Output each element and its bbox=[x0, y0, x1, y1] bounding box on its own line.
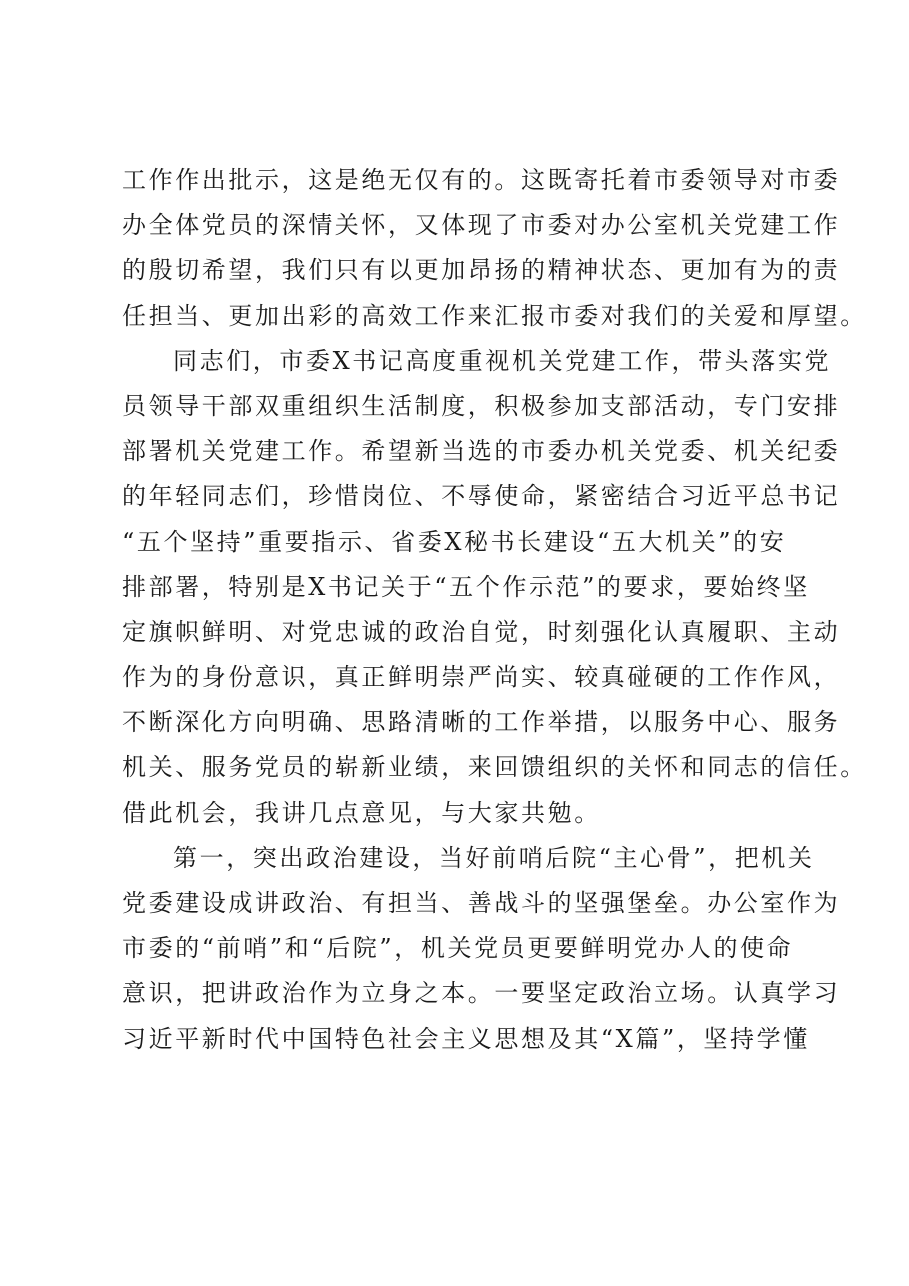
text-line: 工作作出批示，这是绝无仅有的。这既寄托着市委领导对市委 bbox=[122, 166, 841, 194]
text-line: 意识，把讲政治作为立身之本。一要坚定政治立场。认真学习 bbox=[122, 979, 841, 1008]
text-line: 习近平新时代中国特色社会主义思想及其“X篇”，坚持学懂 bbox=[122, 1024, 810, 1053]
text-line: 定旗帜鲜明、对党忠诚的政治自觉，时刻强化认真履职、主动 bbox=[122, 617, 841, 646]
text-line: 作为的身份意识，真正鲜明崇严尚实、较真碰硬的工作作风， bbox=[122, 663, 841, 692]
text-line: 机关、服务党员的崭新业绩，来回馈组织的关怀和同志的信任。 bbox=[122, 753, 867, 782]
text-line: 同志们，市委X书记高度重视机关党建工作，带头落实党 bbox=[173, 346, 832, 375]
text-line: 排部署，特别是X书记关于“五个作示范”的要求，要始终坚 bbox=[122, 572, 810, 601]
text-line: 党委建设成讲政治、有担当、善战斗的坚强堡垒。办公室作为 bbox=[122, 889, 841, 917]
text-line: 部署机关党建工作。希望新当选的市委办机关党委、机关纪委 bbox=[122, 437, 841, 466]
document-body bbox=[122, 158, 867, 1062]
text-line: 第一，突出政治建设，当好前哨后院“主心骨”，把机关 bbox=[173, 843, 815, 872]
text-line: 办全体党员的深情关怀，又体现了市委对办公室机关党建工作 bbox=[122, 211, 841, 240]
text-line: 的年轻同志们，珍惜岗位、不辱使命，紧密结合习近平总书记 bbox=[122, 482, 841, 511]
text-line: 的殷切希望，我们只有以更加昂扬的精神状态、更加有为的责 bbox=[122, 256, 841, 285]
text-line: 员领导干部双重组织生活制度，积极参加支部活动，专门安排 bbox=[122, 391, 841, 420]
text-line: “五个坚持”重要指示、省委X秘书长建设“五大机关”的安 bbox=[122, 527, 787, 556]
text-line: 任担当、更加出彩的高效工作来汇报市委对我们的关爱和厚望。 bbox=[122, 301, 867, 330]
text-line: 不断深化方向明确、思路清晰的工作举措，以服务中心、服务 bbox=[122, 708, 841, 737]
text-line: 市委的“前哨”和“后院”，机关党员更要鲜明党办人的使命 bbox=[122, 934, 794, 963]
text-line: 借此机会，我讲几点意见，与大家共勉。 bbox=[122, 798, 601, 827]
